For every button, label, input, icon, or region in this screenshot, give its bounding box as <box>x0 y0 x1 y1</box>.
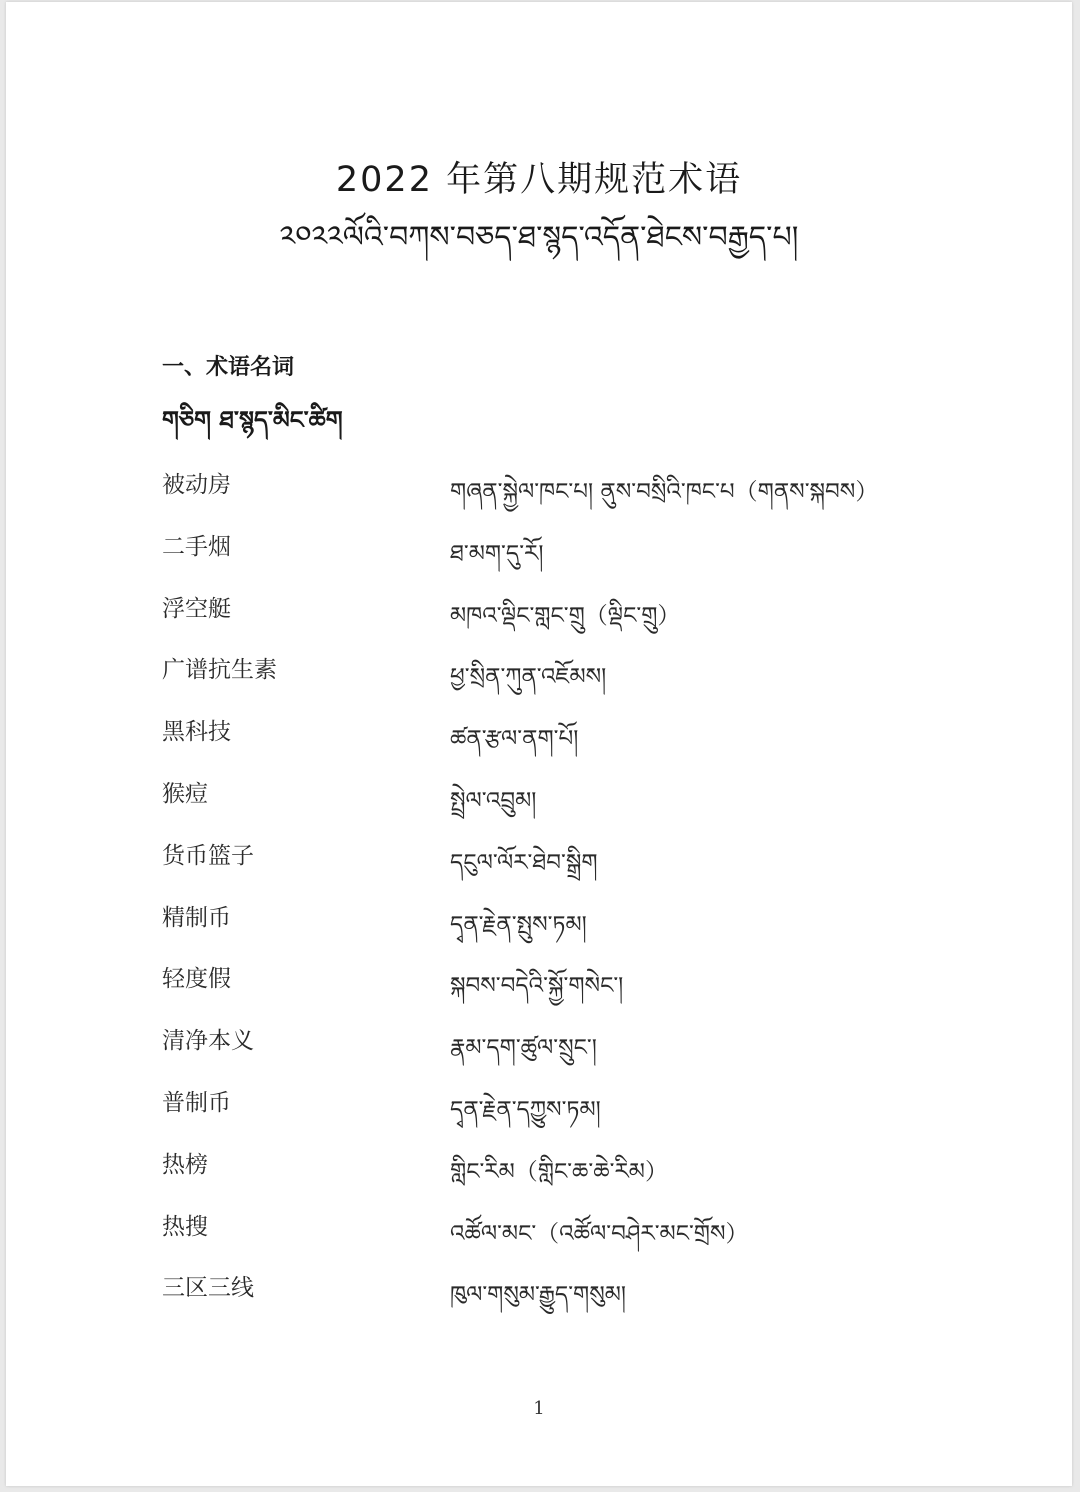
term-tibetan: མཁའ་ལྡིང་གླང་གྲུ（ལྡིང་གྲུ） <box>450 602 681 629</box>
term-tibetan: སྐབས་བདེའི་སྐྱོ་གསེང་། <box>450 973 624 1000</box>
term-chinese: 货币篮子 <box>162 842 254 869</box>
term-row <box>6 1142 1072 1204</box>
term-chinese: 猴痘 <box>162 780 208 807</box>
term-row <box>6 586 1072 648</box>
term-row <box>6 462 1072 524</box>
term-chinese: 被动房 <box>162 472 231 498</box>
term-chinese: 热榜 <box>162 1151 208 1178</box>
term-chinese: 二手烟 <box>162 533 231 560</box>
term-row <box>6 833 1072 895</box>
term-tibetan: དངུལ་ལོར་ཐེབ་སྒྲིག <box>450 849 598 876</box>
title-tibetan: ༢༠༢༢ལོའི་བཀས་བཅད་ཐ་སྙད་འདོན་ཐེངས་བརྒྱད་པ། <box>279 220 799 255</box>
term-tibetan: ཕྱ་སྲིན་ཀུན་འཇོམས། <box>450 664 607 691</box>
term-tibetan: འཚོལ་མང་（འཚོལ་བཤེར་མང་གྲོས） <box>450 1220 749 1247</box>
term-chinese: 浮空艇 <box>162 595 231 622</box>
term-row <box>6 1018 1072 1080</box>
term-tibetan: སྤྲེལ་འབྲུམ། <box>450 787 537 814</box>
term-chinese: 轻度假 <box>162 966 231 993</box>
section-heading-tibetan: གཅིག ཐ་སྙད་མིང་ཚིག <box>162 405 343 434</box>
term-row <box>6 647 1072 709</box>
term-row <box>6 771 1072 833</box>
term-row <box>6 1080 1072 1142</box>
term-tibetan: དྭན་རྗེན་སྤུས་ཏམ། <box>450 911 587 938</box>
term-tibetan: ཚན་རྩལ་ནག་པོ། <box>450 726 579 753</box>
term-chinese: 精制币 <box>162 904 231 931</box>
term-row <box>6 1265 1072 1327</box>
term-tibetan: རྣམ་དག་ཚུལ་སྲུང་། <box>450 1035 597 1062</box>
term-row <box>6 709 1072 771</box>
term-chinese: 三区三线 <box>162 1275 254 1302</box>
term-tibetan: གླིང་རིམ（གླིང་ཆ་ཆེ་རིམ） <box>450 1158 668 1185</box>
title-chinese: 2022 年第八期规范术语 <box>335 160 743 200</box>
term-list <box>6 462 1072 1327</box>
term-row <box>6 895 1072 957</box>
page-number: 1 <box>533 1398 545 1419</box>
term-tibetan: ཐ་མག་དུ་རོ། <box>450 540 544 567</box>
term-row <box>6 956 1072 1018</box>
term-chinese: 清净本义 <box>162 1028 254 1055</box>
section-heading-chinese: 一、术语名词 <box>162 355 295 380</box>
term-row <box>6 524 1072 586</box>
term-chinese: 普制币 <box>162 1089 231 1116</box>
term-row <box>6 1204 1072 1266</box>
document-page <box>6 2 1072 1486</box>
term-tibetan: གཞན་སྐྱེལ་ཁང་པ། ནུས་བསྲིའི་ཁང་པ（གནས་སྐབས） <box>450 479 879 505</box>
term-tibetan: ཁུལ་གསུམ་རྒྱུད་གསུམ། <box>450 1282 627 1309</box>
term-chinese: 黑科技 <box>162 719 231 746</box>
term-chinese: 热搜 <box>162 1213 208 1240</box>
term-chinese: 广谱抗生素 <box>162 657 277 684</box>
term-tibetan: དྭན་རྗེན་དཀྱུས་ཏམ། <box>450 1096 601 1123</box>
